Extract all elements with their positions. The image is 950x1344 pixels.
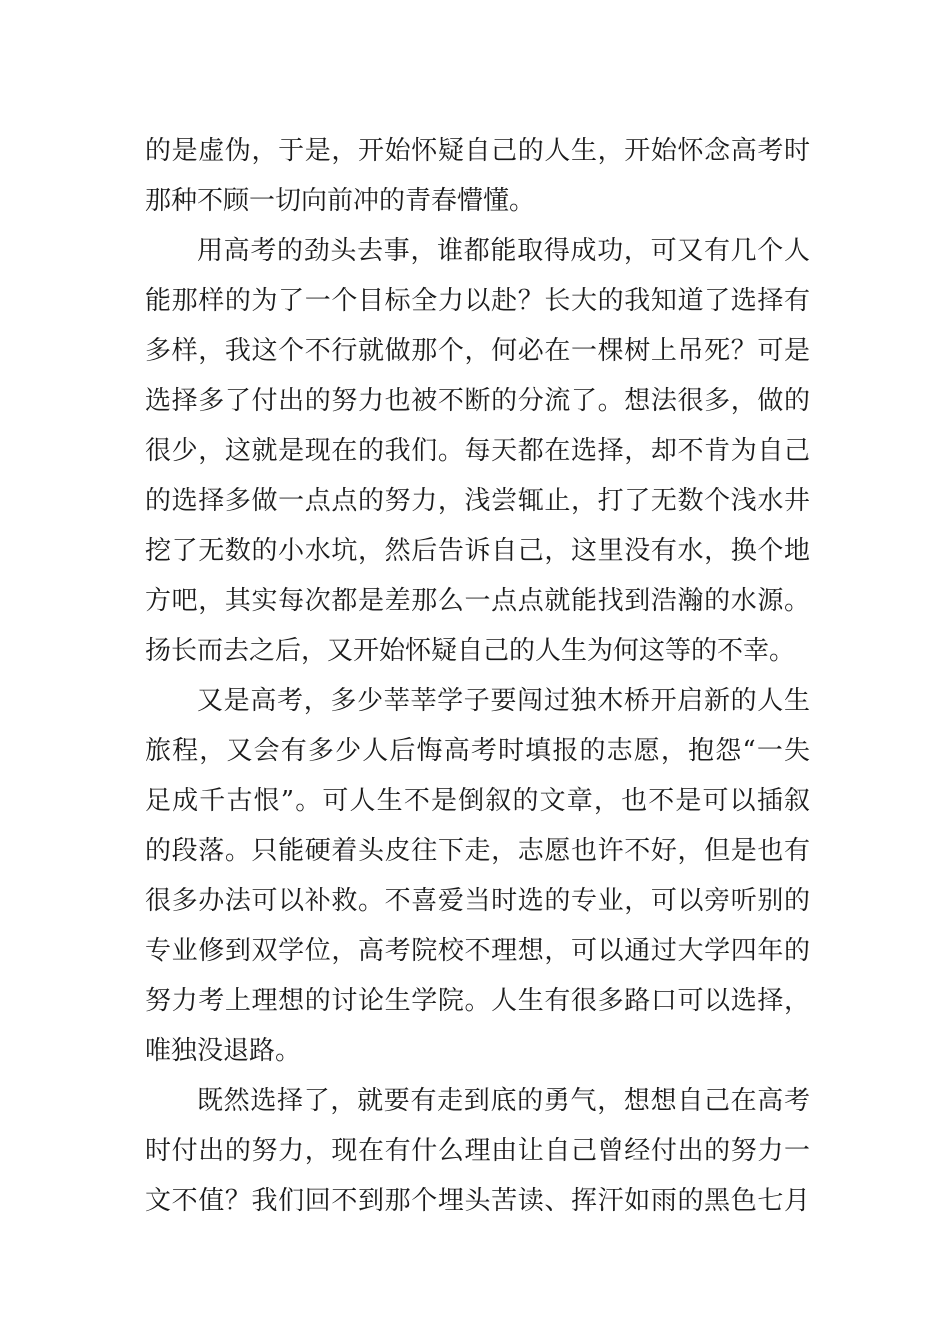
text-line: 多样，我这个不行就做那个，何必在一棵树上吊死？可是 (145, 336, 810, 366)
text-line: 的选择多做一点点的努力，浅尝辄止，打了无数个浅水井 (145, 486, 810, 516)
paragraph-first-line: 用高考的劲头去事，谁都能取得成功，可又有几个人 (197, 236, 810, 266)
text-line: 那种不顾一切向前冲的青春懵懂。 (145, 186, 536, 216)
text-line: 努力考上理想的讨论生学院。人生有很多路口可以选择， (145, 986, 810, 1016)
text-line: 能那样的为了一个目标全力以赴？长大的我知道了选择有 (145, 286, 810, 316)
text-line: 挖了无数的小水坑，然后告诉自己，这里没有水，换个地 (145, 536, 810, 566)
text-line: 足成千古恨”。可人生不是倒叙的文章，也不是可以插叙 (145, 786, 810, 816)
text-line: 旅程，又会有多少人后悔高考时填报的志愿，抱怨“一失 (145, 736, 810, 766)
text-line: 扬长而去之后，又开始怀疑自己的人生为何这等的不幸。 (145, 636, 796, 666)
text-line: 时付出的努力，现在有什么理由让自己曾经付出的努力一 (145, 1136, 810, 1166)
text-line: 很少，这就是现在的我们。每天都在选择，却不肯为自己 (145, 436, 810, 466)
text-line: 的段落。只能硬着头皮往下走，志愿也许不好，但是也有 (145, 836, 810, 866)
text-line: 方吧，其实每次都是差那么一点点就能找到浩瀚的水源。 (145, 586, 810, 616)
body-text (145, 126, 810, 1226)
text-line: 文不值？我们回不到那个埋头苦读、挥汗如雨的黑色七月 (145, 1186, 810, 1216)
text-line: 很多办法可以补救。不喜爱当时选的专业，可以旁听别的 (145, 886, 810, 916)
text-line: 选择多了付出的努力也被不断的分流了。想法很多，做的 (145, 386, 810, 416)
text-line: 专业修到双学位，高考院校不理想，可以通过大学四年的 (145, 936, 810, 966)
paragraph-first-line: 既然选择了，就要有走到底的勇气，想想自己在高考 (197, 1086, 810, 1116)
text-line: 的是虚伪，于是，开始怀疑自己的人生，开始怀念高考时 (145, 136, 810, 166)
text-line: 唯独没退路。 (145, 1036, 302, 1066)
paragraph-first-line: 又是高考，多少莘莘学子要闯过独木桥开启新的人生 (197, 686, 810, 716)
